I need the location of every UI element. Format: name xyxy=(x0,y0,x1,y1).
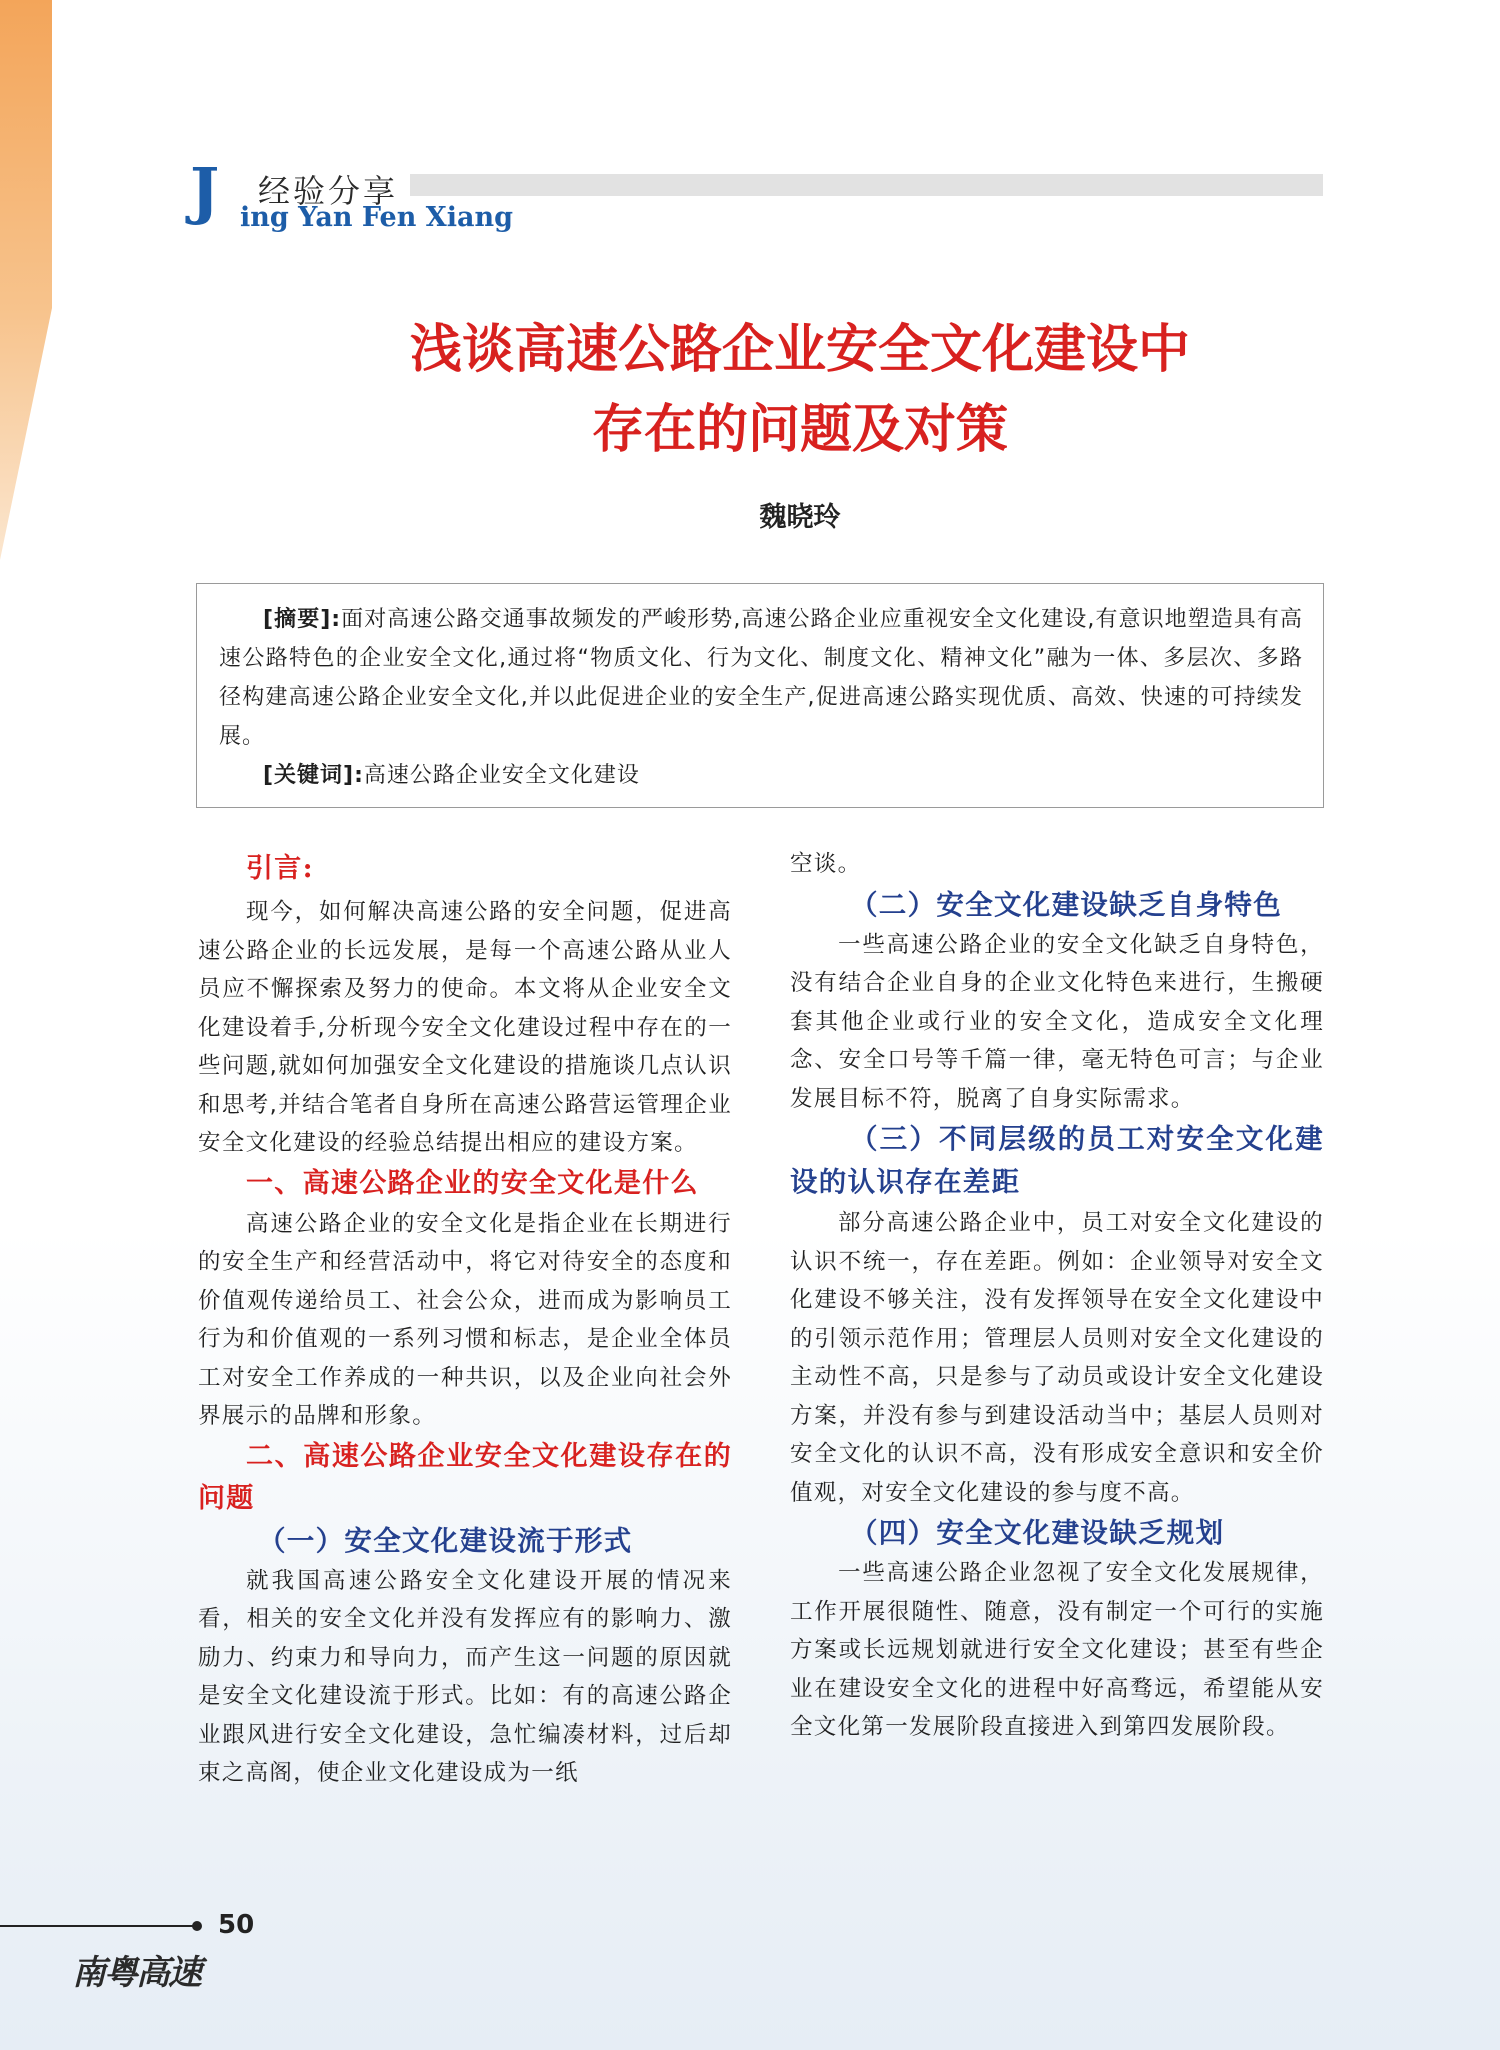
subheading-3: （三）不同层级的员工对安全文化建设的认识存在差距 xyxy=(790,1123,1324,1198)
abstract-box xyxy=(196,583,1324,808)
abstract-paragraph xyxy=(219,600,1303,756)
subheading-2: （二）安全文化建设缺乏自身特色 xyxy=(850,888,1282,921)
article-title-line1: 浅谈高速公路企业安全文化建设中 xyxy=(409,319,1190,380)
page-number: 50 xyxy=(218,1910,255,1940)
section-title: 经验分享 xyxy=(258,172,399,210)
footer-dot xyxy=(192,1921,202,1931)
section-letter: J xyxy=(190,154,220,227)
keywords-paragraph xyxy=(219,756,1303,795)
paragraph-3: 一些高速公路企业的安全文化缺乏自身特色，没有结合企业自身的企业文化特色来进行，生搬硬套其他企业或行业的安全文化，造成安全文化理念、安全口号等千篇一律，毫无特色可言；与企业发展目标不符，脱离了自身实际需求。 xyxy=(790,931,1324,1112)
paragraph-5: 一些高速公路企业忽视了安全文化发展规律，工作开展很随性、随意，没有制定一个可行的实施方案或长远规划就进行安全文化建设；甚至有些企业在建设安全文化的进程中好高骛远，希望能从安全文化第一发展阶段直接进入到第四发展阶段。 xyxy=(790,1560,1324,1740)
heading-2: 二、高速公路企业安全文化建设存在的问题 xyxy=(198,1440,732,1514)
keywords-label: [关键词]: xyxy=(263,763,364,788)
intro-paragraph: 现今，如何解决高速公路的安全问题，促进高速公路企业的长远发展，是每一个高速公路从业人员应不懈探索及努力的使命。本文将从企业安全文化建设着手,分析现今安全文化建设过程中存在的一些问题,就如何加强安全文化建设的措施谈几点认识和思考,并结合笔者自身所在高速公路营运管理企业安全文化建设的经验总结提出相应的建设方案。 xyxy=(198,899,732,1156)
left-column xyxy=(198,845,732,1793)
intro-heading: 引言: xyxy=(246,853,314,884)
paragraph-4: 部分高速公路企业中，员工对安全文化建设的认识不统一，存在差距。例如：企业领导对安全文化建设不够关注，没有发挥领导在安全文化建设中的引领示范作用；管理层人员则对安全文化建设的主动性不高，只是参与了动员或设计安全文化建设方案，并没有参与到建设活动当中；基层人员则对安全文化的认识不高，没有形成安全意识和安全价值观，对安全文化建设的参与度不高。 xyxy=(790,1210,1324,1506)
paragraph-2: 就我国高速公路安全文化建设开展的情况来看，相关的安全文化并没有发挥应有的影响力、激励力、约束力和导向力，而产生这一问题的原因就是安全文化建设流于形式。比如：有的高速公路企业跟风进行安全文化建设，急忙编凑材料，过后却束之高阁，使企业文化建设成为一纸 xyxy=(198,1567,732,1786)
subheading-1: （一）安全文化建设流于形式 xyxy=(258,1524,633,1557)
heading-1: 一、高速公路企业的安全文化是什么 xyxy=(246,1167,699,1199)
right-column xyxy=(790,845,1324,1747)
section-pinyin: ing Yan Fen Xiang xyxy=(240,202,513,233)
article-author: 魏晓玲 xyxy=(759,502,841,533)
article-title xyxy=(150,310,1450,470)
footer-line xyxy=(0,1925,196,1927)
continued-text: 空谈。 xyxy=(790,851,862,877)
header-bar xyxy=(410,174,1323,196)
abstract-text: 面对高速公路交通事故频发的严峻形势,高速公路企业应重视安全文化建设,有意识地塑造具有高速公路特色的企业安全文化,通过将“物质文化、行为文化、制度文化、精神文化”融为一体、多层次、多路径构建高速公路企业安全文化,并以此促进企业的安全生产,促进高速公路实现优质、高效、快速的可持续发展。 xyxy=(219,607,1303,749)
subheading-4: （四）安全文化建设缺乏规划 xyxy=(850,1517,1225,1549)
paragraph-1: 高速公路企业的安全文化是指企业在长期进行的安全生产和经营活动中，将它对待安全的态度和价值观传递给员工、社会公众，进而成为影响员工行为和价值观的一系列习惯和标志，是企业全体员工对安全工作养成的一种共识，以及企业向社会外界展示的品牌和形象。 xyxy=(198,1210,732,1429)
corner-decoration xyxy=(0,0,52,560)
keywords-text: 高速公路企业安全文化建设 xyxy=(363,763,640,788)
article-title-line2: 存在的问题及对策 xyxy=(591,399,1008,460)
abstract-label: [摘要]: xyxy=(263,607,342,632)
magazine-logo: 南粤高速 xyxy=(72,1953,200,1993)
